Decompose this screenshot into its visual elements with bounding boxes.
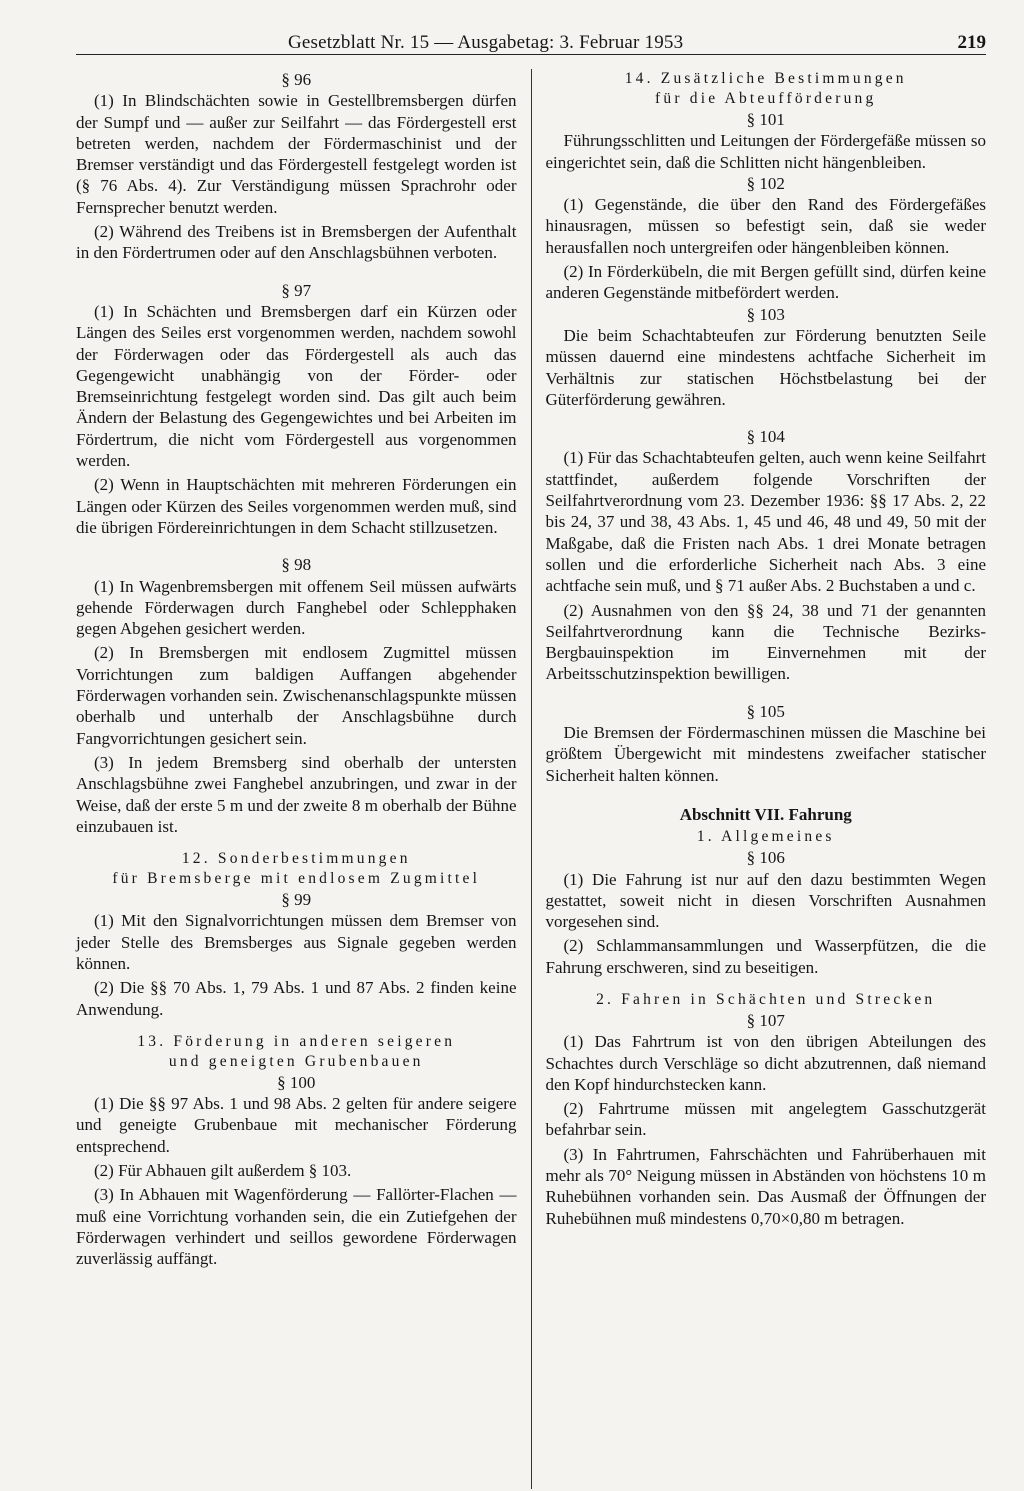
page-number: 219 — [957, 32, 986, 53]
left-column — [76, 69, 531, 1489]
paragraph: (1) Die §§ 97 Abs. 1 und 98 Abs. 2 gelten für andere seigere und geneigte Grubenbaue mit mechanischer Förderung entsprechend. — [76, 1094, 517, 1156]
section-heading-104: § 104 — [746, 427, 785, 447]
section-heading-97: § 97 — [281, 280, 312, 300]
section-heading-107: § 107 — [746, 1010, 785, 1030]
header-title: Gesetzblatt Nr. 15 — Ausgabetag: 3. Februar 1953 — [288, 32, 684, 53]
paragraph: Führungsschlitten und Leitungen der Fördergefäße müssen so eingerichtet sein, daß die Schlitten nicht hängenbleiben. — [545, 131, 986, 172]
paragraph: (2) Wenn in Hauptschächten mit mehreren Förderungen ein Längen oder Kürzen des Seiles vorgenommen werden muß, sind die übrigen Fördereinrichtungen in dem Schacht stillzusetzen. — [76, 475, 517, 537]
subsection-title-12: 12. Sonderbestimmungen — [181, 850, 411, 868]
subsection-title-allgemeines: 1. Allgemeines — [696, 828, 835, 846]
section-heading-96: § 96 — [281, 70, 312, 89]
paragraph: (2) Schlammansammlungen und Wasserpfützen, die die Fahrung erschweren, sind zu beseitigen. — [545, 936, 986, 977]
paragraph: (1) Die Fahrung ist nur auf den dazu bestimmten Wegen gestattet, soweit nicht in diesen Vorschriften Ausnahmen vorgesehen sind. — [545, 869, 986, 932]
subsection-title-fahren: 2. Fahren in Schächten und Strecken — [596, 990, 936, 1008]
subsection-title-13-line2: und geneigten Grubenbauen — [168, 1052, 424, 1070]
paragraph: (1) Gegenstände, die über den Rand des Fördergefäßes hinausragen, müssen so befestigt sein, daß sie weder herausfallen noch untergreifen oder hängenbleiben können. — [545, 195, 986, 257]
paragraph: Die beim Schachtabteufen zur Förderung benutzten Seile müssen dauernd eine mindestens achtfache Sicherheit im Verhältnis zur statischen Höchstbelastung bei der Güterförderung gewähren. — [545, 325, 986, 409]
paragraph: (2) In Bremsbergen mit endlosem Zugmittel müssen Vorrichtungen zum baldigen Auffangen abgehender Förderwagen vorhanden sein. Zwischenanschlagspunkte müssen oberhalb und unterhalb der Anschlagsbühne durch Fangvorrichtungen gesichert sein. — [76, 643, 517, 748]
paragraph: (2) Ausnahmen von den §§ 24, 38 und 71 der genannten Seilfahrtverordnung kann die Technische Bezirks-Bergbauinspektion im Einvernehmen mit der Arbeitsschutzinspektion bewilligen. — [545, 600, 986, 684]
section-heading-98: § 98 — [281, 555, 312, 575]
section-heading-105: § 105 — [746, 701, 785, 721]
paragraph: Die Bremsen der Fördermaschinen müssen die Maschine bei größtem Übergewicht mit mindestens zweifacher statischer Sicherheit halten können. — [545, 723, 986, 785]
page-header — [76, 24, 986, 55]
subsection-title-14-line2: für die Abteufförderung — [655, 90, 877, 107]
section-heading-106: § 106 — [746, 848, 785, 868]
paragraph: (1) Das Fahrtrum ist von den übrigen Abteilungen des Schachtes durch Verschläge so dicht abzutrennen, daß niemand den Kopf hindurchstecken kann. — [545, 1032, 986, 1094]
right-column — [531, 69, 987, 1489]
paragraph: (3) In Abhauen mit Wagenförderung — Fallörter-Flachen — muß eine Vorrichtung vorhanden sein, die ein Zutiefgehen der Förderwagen verhindert und seillos gewordene Förderwagen zuverlässig auffängt. — [76, 1185, 517, 1269]
section-heading-100: § 100 — [277, 1072, 316, 1092]
subsection-title-13: 13. Förderung in anderen seigeren — [137, 1032, 456, 1050]
two-column-body — [76, 69, 986, 1489]
section-heading-103: § 103 — [746, 304, 785, 324]
paragraph: (1) In Wagenbremsbergen mit offenem Seil müssen aufwärts gehende Förderwagen durch Fanghebel oder Schlepphaken gegen Abgehen gesichert werden. — [76, 576, 517, 639]
subsection-title-14: 14. Zusätzliche Bestimmungen — [624, 70, 907, 87]
section-heading-99: § 99 — [281, 890, 312, 910]
paragraph: (1) Mit den Signalvorrichtungen müssen dem Bremser von jeder Stelle des Bremsberges aus Signale gegeben werden können. — [76, 911, 517, 973]
subsection-title-12-line2: für Bremsberge mit endlosem Zugmittel — [112, 870, 481, 888]
paragraph: (2) In Förderkübeln, die mit Bergen gefüllt sind, dürfen keine anderen Gegenstände mitbefördert werden. — [545, 262, 986, 303]
paragraph: (2) Während des Treibens ist in Bremsbergen der Aufenthalt in den Fördertrumen oder auf den Anschlagsbühnen verboten. — [76, 222, 517, 263]
paragraph: (3) In Fahrtrumen, Fahrschächten und Fahrüberhauen mit mehr als 70° Neigung müssen in Abständen von höchstens 10 m Ruhebühnen vorhanden sein. Das Ausmaß der Öffnungen der Ruhebühnen muß mindestens 0,70×0,80 m betragen. — [545, 1144, 986, 1228]
section-heading-102: § 102 — [746, 173, 785, 193]
paragraph: (2) Fahrtrume müssen mit angelegtem Gasschutzgerät befahrbar sein. — [545, 1099, 986, 1140]
paragraph: (1) In Blindschächten sowie in Gestellbremsbergen dürfen der Sumpf und — außer zur Seilfahrt — das Fördergestell erst betreten werden, nachdem der Fördermaschinist und der Bremser verständigt und das Fördergestell festgelegt worden ist (§ 76 Abs. 4). Zur Verständigung müssen Sprachrohr oder Fernsprecher benutzt werden. — [76, 91, 517, 217]
paragraph: (2) Für Abhauen gilt außerdem § 103. — [94, 1161, 352, 1181]
chapter-title-fahrung: Abschnitt VII. Fahrung — [679, 804, 852, 824]
paragraph: (1) Für das Schachtabteufen gelten, auch wenn keine Seilfahrt stattfindet, außerdem folgende Vorschriften der Seilfahrtverordnung vom 23. Dezember 1936: §§ 17 Abs. 2, 22 bis 24, 37 und 38, 43 Abs. 1, 45 und 46, 48 und 49, 50 mit der Maßgabe, daß die Fristen nach Abs. 1 drei Monate betragen sollen und die erforderliche Sicherheit nach Abs. 3 eine achtfache sein muß, und § 71 außer Abs. 2 Buchstaben a und c. — [545, 448, 986, 596]
section-heading-101: § 101 — [746, 110, 785, 129]
paragraph: (3) In jedem Bremsberg sind oberhalb der untersten Anschlagsbühne zwei Fanghebel anzubringen, und zwar in der Weise, daß der erste 5 m und der zweite 8 m oberhalb der Bühne einzubauen ist. — [76, 752, 517, 836]
paragraph: (2) Die §§ 70 Abs. 1, 79 Abs. 1 und 87 Abs. 2 finden keine Anwendung. — [76, 978, 517, 1019]
paragraph: (1) In Schächten und Bremsbergen darf ein Kürzen oder Längen des Seiles erst vorgenommen werden, nachdem sowohl der Förderwagen oder das Fördergestell als auch das Gegengewicht unabhängig von der Förder- oder Bremseinrichtung festgelegt worden sind. Das gilt auch beim Ändern der Belastung des Gegengewichtes und bei Arbeiten im Fördertrum, die nicht vom Fördergestell aus vorgenommen werden. — [76, 301, 517, 471]
